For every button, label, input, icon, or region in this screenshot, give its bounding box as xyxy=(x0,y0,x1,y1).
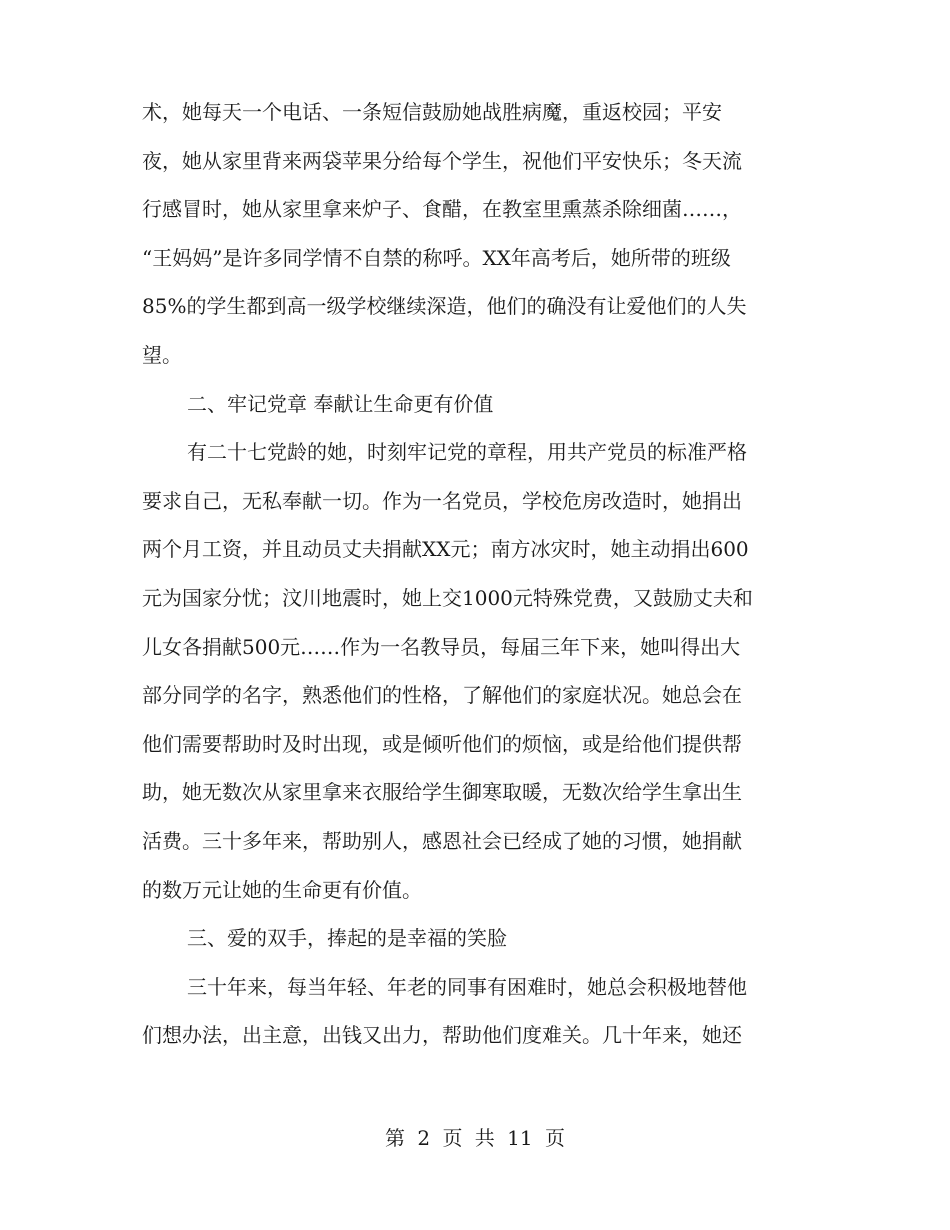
text-line: 的数万元让她的生命更有价值。 xyxy=(142,877,422,902)
section-heading: 二、牢记党章 奉献让生命更有价值 xyxy=(187,391,494,416)
text-line: 三十年来，每当年轻、年老的同事有困难时，她总会积极地替他 xyxy=(187,974,747,999)
text-line: 术，她每天一个电话、一条短信鼓励她战胜病魔，重返校园；平安 xyxy=(142,100,722,124)
text-line: 们想办法，出主意，出钱又出力，帮助他们度难关。几十年来，她还 xyxy=(142,1023,742,1048)
text-line: 他们需要帮助时及时出现，或是倾听他们的烦恼，或是给他们提供帮 xyxy=(142,731,742,756)
page-footer: 第 2 页 共 11 页 xyxy=(385,1126,565,1150)
text-line: 有二十七党龄的她，时刻牢记党的章程，用共产党员的标准严格 xyxy=(187,440,747,465)
body-text xyxy=(142,88,810,1060)
text-line: “王妈妈”是许多同学情不自禁的称呼。XX年高考后，她所带的班级 xyxy=(142,245,731,270)
text-line: 行感冒时，她从家里拿来炉子、食醋，在教室里熏蒸杀除细菌……， xyxy=(142,197,742,222)
text-line: 两个月工资，并且动员丈夫捐献XX元；南方冰灾时，她主动捐出600 xyxy=(142,537,749,562)
text-line: 儿女各捐献500元……作为一名教导员，每届三年下来，她叫得出大 xyxy=(142,634,741,659)
section-heading: 三、爱的双手，捧起的是幸福的笑脸 xyxy=(187,926,507,951)
text-line: 望。 xyxy=(142,342,182,367)
text-line: 元为国家分忧；汶川地震时，她上交1000元特殊党费，又鼓励丈夫和 xyxy=(142,585,753,610)
text-line: 要求自己，无私奉献一切。作为一名党员，学校危房改造时，她捐出 xyxy=(142,488,742,513)
text-line: 夜，她从家里背来两袋苹果分给每个学生，祝他们平安快乐；冬天流 xyxy=(142,148,742,173)
text-line: 部分同学的名字，熟悉他们的性格，了解他们的家庭状况。她总会在 xyxy=(142,683,742,708)
text-line: 85%的学生都到高一级学校继续深造，他们的确没有让爱他们的人失 xyxy=(142,294,747,319)
text-line: 助，她无数次从家里拿来衣服给学生御寒取暖，无数次给学生拿出生 xyxy=(142,780,742,805)
text-line: 活费。三十多年来，帮助别人，感恩社会已经成了她的习惯，她捐献 xyxy=(142,828,742,853)
